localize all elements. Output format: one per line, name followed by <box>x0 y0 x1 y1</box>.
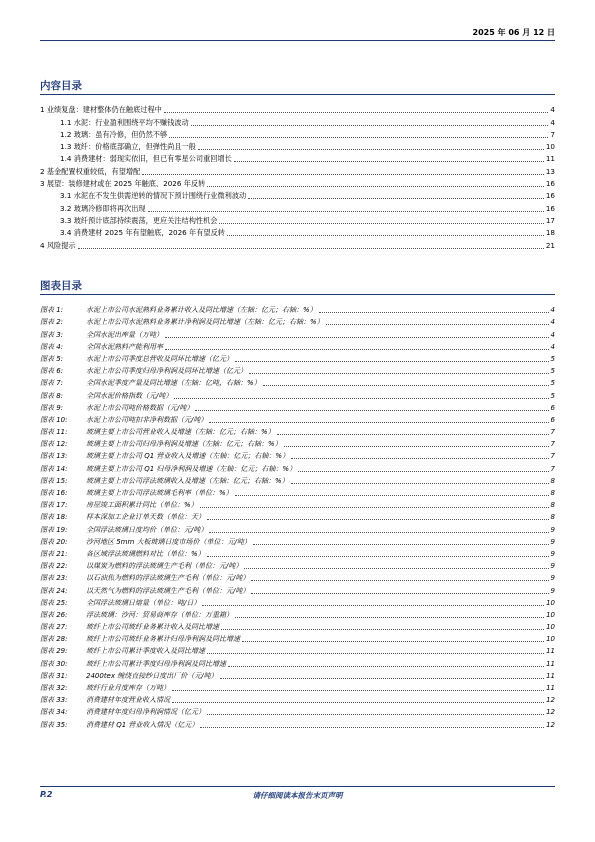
leader-dots <box>235 495 549 496</box>
footer-disclaimer: 请仔细阅读本报告末页声明 <box>252 791 343 800</box>
figure-entry-number: 图表 16: <box>40 489 68 497</box>
figure-entry[interactable] <box>40 693 555 705</box>
figure-entry[interactable] <box>40 608 555 620</box>
figure-entry-number: 图表 9: <box>40 403 64 412</box>
figure-entry[interactable] <box>40 474 555 486</box>
toc-entry-text: 3.2 玻璃冷修即将再次出现 <box>60 203 146 213</box>
toc-entry-text: 1 业绩复盘：建材整体仍在触底过程中 <box>40 105 162 115</box>
figure-entry-page: 12 <box>546 696 555 705</box>
figure-entry-text: 玻纤上市公司累计季度归母净利润及同比增速 <box>86 659 226 668</box>
figure-entry[interactable] <box>40 315 555 327</box>
toc-entry[interactable] <box>40 189 555 201</box>
figure-entry[interactable] <box>40 583 555 595</box>
figure-entry-text: 以煤炭为燃料的浮法玻璃生产毛利（单位：元/吨） <box>86 562 243 571</box>
figure-entry-text: 水泥上市公司吨扣非净利数据（元/吨） <box>86 415 208 424</box>
figure-entry-text: 样本深加工企业订单天数（单位：天） <box>86 513 205 522</box>
toc-entry-page: 10 <box>545 142 555 152</box>
figure-entry-page: 7 <box>550 428 555 437</box>
figure-entry[interactable] <box>40 401 555 413</box>
figure-entry-page: 4 <box>550 306 555 315</box>
figure-entry-number: 图表 24: <box>40 586 68 595</box>
figure-entry-text: 以石油焦为燃料的浮法玻璃生产毛利（单位：元/吨） <box>86 574 250 583</box>
toc-entry[interactable] <box>40 164 555 176</box>
figures-title: 图表目录 <box>40 280 82 292</box>
leader-dots <box>148 211 544 212</box>
leader-dots <box>207 556 549 557</box>
leader-dots <box>207 714 544 715</box>
leader-dots <box>165 349 549 350</box>
toc-entry[interactable] <box>40 226 555 238</box>
leader-dots <box>298 471 548 472</box>
leader-dots <box>291 483 549 484</box>
toc-entry-text: 4 风险提示 <box>40 240 76 250</box>
figure-entry-page: 8 <box>550 476 555 485</box>
figure-entry-number: 图表 27: <box>40 623 68 632</box>
leader-dots <box>251 580 548 581</box>
leader-dots <box>207 519 549 520</box>
leader-dots <box>227 235 544 236</box>
leader-dots <box>142 174 544 175</box>
leader-dots <box>319 312 549 313</box>
figure-entry-number: 图表 17: <box>40 501 68 510</box>
figure-entry[interactable] <box>40 510 555 522</box>
figure-entry-number: 图表 2: <box>40 318 64 327</box>
figure-entry-page: 11 <box>546 647 555 656</box>
figure-entry-number: 图表 11: <box>40 428 68 437</box>
figure-entry[interactable] <box>40 388 555 400</box>
figure-entry-number: 图表 7: <box>40 379 64 388</box>
figure-entry-page: 4 <box>550 318 555 327</box>
figure-entry-number: 图表 28: <box>40 635 68 644</box>
toc-entry-page: 18 <box>545 228 555 238</box>
figure-entry-text: 全国浮法玻璃日度均价（单位：元/吨） <box>86 525 208 534</box>
page-number: P.2 <box>40 790 53 799</box>
figure-entry-text: 玻纤上市公司玻纤业务累计归母净利润及同比增速 <box>86 635 240 644</box>
figure-entry[interactable] <box>40 705 555 717</box>
toc-entry[interactable] <box>40 128 555 140</box>
toc-entry-page: 13 <box>545 166 555 176</box>
leader-dots <box>172 690 544 691</box>
figure-entry[interactable] <box>40 644 555 656</box>
figure-entry-text: 水泥上市公司季度总营收及同环比增速（亿元） <box>86 354 233 363</box>
figure-entry-number: 图表 22: <box>40 562 68 571</box>
toc-entry-text: 3.3 玻纤预计底部持续震荡，更应关注结构性机会 <box>60 215 218 225</box>
leader-dots <box>174 398 548 399</box>
figure-entry-number: 图表 15: <box>40 476 68 485</box>
figure-entry-page: 8 <box>550 501 555 510</box>
figure-entry-page: 6 <box>550 415 555 424</box>
figure-entry-text: 房屋竣工面积累计同比（单位：%） <box>86 501 198 510</box>
figure-entry-text: 消费建材年度归母净利润情况（亿元） <box>86 708 205 717</box>
leader-dots <box>234 161 544 162</box>
figure-entry[interactable] <box>40 632 555 644</box>
figure-entry-page: 11 <box>546 684 555 692</box>
leader-dots <box>165 337 549 338</box>
figure-entry-number: 图表 29: <box>40 647 68 656</box>
figure-entry[interactable] <box>40 559 555 571</box>
toc-entry-page: 17 <box>545 215 555 225</box>
toc-entry-page: 11 <box>545 154 555 164</box>
toc-entry[interactable] <box>40 214 555 226</box>
figure-entry-text: 玻璃主要上市公司归母净利润及增速（左轴：亿元；右轴：%） <box>86 440 282 449</box>
leader-dots <box>248 198 544 199</box>
figure-entry-page: 7 <box>550 452 555 461</box>
figure-entry[interactable] <box>40 717 555 729</box>
figure-entry-number: 图表 1: <box>40 306 64 315</box>
figure-entry[interactable] <box>40 352 555 364</box>
figure-entry[interactable] <box>40 449 555 461</box>
figure-entry-number: 图表 12: <box>40 440 68 449</box>
figures-title-rule <box>40 294 555 295</box>
figure-entry-number: 图表 32: <box>40 684 68 692</box>
toc-entry[interactable] <box>40 201 555 213</box>
leader-dots <box>244 568 548 569</box>
figure-entry-page: 9 <box>550 525 555 534</box>
figure-entry[interactable] <box>40 669 555 681</box>
toc-entry[interactable] <box>40 115 555 127</box>
figure-entry-text: 沙河地区 5mm 大板玻璃日度市场价（单位：元/吨） <box>86 537 251 546</box>
leader-dots <box>198 149 544 150</box>
figure-entry-page: 7 <box>550 440 555 449</box>
figure-entry-text: 消费建材 Q1 营业收入情况（亿元） <box>86 720 199 729</box>
figure-entry-number: 图表 35: <box>40 720 68 729</box>
leader-dots <box>219 223 543 224</box>
figure-entry-number: 图表 20: <box>40 537 68 546</box>
leader-dots <box>221 629 544 630</box>
toc-entry[interactable] <box>40 103 555 115</box>
figure-entry-text: 2400tex 缠绕直接纱日度出厂价（元/吨） <box>86 671 218 680</box>
figure-entry-page: 12 <box>546 708 555 717</box>
leader-dots <box>209 532 548 533</box>
toc-entry-page: 4 <box>550 105 555 115</box>
figure-entry-page: 9 <box>550 586 555 595</box>
figure-entry-page: 10 <box>546 635 555 644</box>
toc-title-rule <box>40 94 555 95</box>
toc-list <box>40 103 555 251</box>
figure-entry-page: 8 <box>550 489 555 497</box>
figure-entry-number: 图表 3: <box>40 330 64 339</box>
figure-entry-text: 全国水泥熟料产能利用率 <box>86 342 163 351</box>
figure-entry-page: 7 <box>550 464 555 473</box>
figure-entry-page: 5 <box>550 391 555 400</box>
figure-entry[interactable] <box>40 522 555 534</box>
toc-entry-text: 1.3 玻纤：价格底部确立，但弹性尚且一般 <box>60 142 196 152</box>
figure-entry-number: 图表 25: <box>40 598 68 607</box>
figure-entry[interactable] <box>40 413 555 425</box>
figure-entry[interactable] <box>40 437 555 449</box>
figure-entry-page: 11 <box>546 671 555 680</box>
report-date: 2025 年 06 月 12 日 <box>472 28 555 37</box>
leader-dots <box>242 641 544 642</box>
toc-entry-text: 3.4 消费建材 2025 年有望触底，2026 年有望反转 <box>60 228 225 238</box>
leader-dots <box>200 507 549 508</box>
toc-entry-text: 3 展望：装修建材或在 2025 年触底、2026 年反转 <box>40 179 206 189</box>
figure-entry-text: 玻璃主要上市公司营业收入及增速（左轴：亿元；右轴：%） <box>86 428 275 437</box>
figure-entry-number: 图表 13: <box>40 452 68 461</box>
figure-entry[interactable] <box>40 486 555 498</box>
figure-entry-text: 玻璃主要上市公司浮法玻璃毛利率（单位：%） <box>86 489 233 497</box>
figure-entry-page: 9 <box>550 549 555 558</box>
figure-entry-text: 水泥上市公司水泥熟料业务累计净利润及同比增速（左轴：亿元；右轴：%） <box>86 318 324 327</box>
leader-dots <box>169 137 548 138</box>
figure-entry-number: 图表 5: <box>40 354 64 363</box>
figure-entry-text: 水泥上市公司吨价格数据（元/吨） <box>86 403 194 412</box>
toc-entry-text: 1.4 消费建材：弱现实依旧，但已有零星公司重回增长 <box>60 154 232 164</box>
leader-dots <box>220 678 544 679</box>
figure-entry-page: 10 <box>546 623 555 632</box>
leader-dots <box>253 544 549 545</box>
toc-entry-text: 2 基金配置权重较低，有望增配 <box>40 166 141 176</box>
figure-entry-text: 水泥上市公司水泥熟料业务累计收入及同比增速（左轴：亿元；右轴：%） <box>86 306 317 315</box>
figure-entry-number: 图表 10: <box>40 415 68 424</box>
figure-entry[interactable] <box>40 376 555 388</box>
toc-entry-text: 1.2 玻璃：虽有冷修，但仍然不够 <box>60 129 168 139</box>
leader-dots <box>191 125 549 126</box>
figure-entry[interactable] <box>40 461 555 473</box>
figure-entry-text: 玻纤上市公司玻纤业务累计收入及同比增速 <box>86 623 219 632</box>
leader-dots <box>207 186 544 187</box>
figure-entry-number: 图表 23: <box>40 574 68 583</box>
figure-entry-text: 全国浮法玻璃日熔量（单位：吨/日） <box>86 598 201 607</box>
figure-entry[interactable] <box>40 620 555 632</box>
figure-entry-number: 图表 8: <box>40 391 64 400</box>
figure-entry-number: 图表 33: <box>40 696 68 705</box>
figure-entry-number: 图表 31: <box>40 671 68 680</box>
figure-entry[interactable] <box>40 656 555 668</box>
figure-entry[interactable] <box>40 681 555 693</box>
toc-entry-page: 21 <box>545 240 555 250</box>
figure-entry-number: 图表 34: <box>40 708 68 717</box>
toc-entry-page: 16 <box>545 203 555 213</box>
toc-entry[interactable] <box>40 238 555 250</box>
figure-entry[interactable] <box>40 425 555 437</box>
figure-entry[interactable] <box>40 535 555 547</box>
leader-dots <box>200 727 544 728</box>
leader-dots <box>228 666 544 667</box>
figure-entry-number: 图表 6: <box>40 367 64 376</box>
leader-dots <box>195 410 548 411</box>
figure-entry-text: 水泥上市公司季度归母净利润及同环比增速（亿元） <box>86 367 247 376</box>
figure-entry[interactable] <box>40 303 555 315</box>
toc-entry[interactable] <box>40 177 555 189</box>
figure-entry[interactable] <box>40 340 555 352</box>
toc-entry-page: 16 <box>545 191 555 201</box>
leader-dots <box>326 324 549 325</box>
footer-rule <box>40 786 555 787</box>
figure-entry-text: 各区域浮法玻璃燃料对比（单位：%） <box>86 549 205 558</box>
toc-title: 内容目录 <box>40 80 82 92</box>
leader-dots <box>235 617 544 618</box>
figure-entry[interactable] <box>40 547 555 559</box>
figure-entry-text: 玻璃主要上市公司 Q1 归母净利润及增速（左轴：亿元；右轴：%） <box>86 464 297 473</box>
figure-entry-page: 10 <box>546 610 555 619</box>
figure-entry-page: 12 <box>546 720 555 729</box>
figure-entry-text: 全国水泥出库量（万吨） <box>86 330 163 339</box>
figure-entry-text: 玻璃主要上市公司浮法玻璃收入及增速（左轴：亿元；右轴：%） <box>86 476 289 485</box>
figure-entry[interactable] <box>40 327 555 339</box>
figure-entry-page: 4 <box>550 330 555 339</box>
figure-entry-page: 5 <box>550 379 555 388</box>
leader-dots <box>235 361 549 362</box>
figure-entry-text: 全国水泥价格指数（元/吨） <box>86 391 173 400</box>
figure-entry-text: 玻璃主要上市公司 Q1 营业收入及增速（左轴：亿元；右轴：%） <box>86 452 290 461</box>
figure-entry-page: 8 <box>550 513 555 522</box>
figure-entry[interactable] <box>40 364 555 376</box>
figure-entry-text: 浮法玻璃：沙河：贸易商库存（单位：万重箱） <box>86 610 233 619</box>
toc-entry-page: 16 <box>545 179 555 189</box>
figure-entry-page: 5 <box>550 367 555 376</box>
figure-entry-page: 9 <box>550 574 555 583</box>
leader-dots <box>277 434 549 435</box>
toc-entry[interactable] <box>40 152 555 164</box>
figures-list <box>40 303 555 730</box>
figure-entry-text: 以天然气为燃料的浮法玻璃生产毛利（单位：元/吨） <box>86 586 250 595</box>
leader-dots <box>291 458 548 459</box>
figure-entry-page: 10 <box>546 598 555 607</box>
figure-entry-number: 图表 18: <box>40 513 68 522</box>
figure-entry-text: 消费建材年度营业收入情况 <box>86 696 170 705</box>
toc-entry-page: 7 <box>550 129 555 139</box>
figure-entry[interactable] <box>40 571 555 583</box>
leader-dots <box>164 112 549 113</box>
figure-entry-number: 图表 21: <box>40 549 68 558</box>
leader-dots <box>284 446 549 447</box>
leader-dots <box>202 605 544 606</box>
figure-entry-text: 玻纤上市公司累计季度收入及同比增速 <box>86 647 205 656</box>
leader-dots <box>263 385 549 386</box>
figure-entry-page: 4 <box>550 342 555 351</box>
figure-entry-page: 6 <box>550 403 555 412</box>
leader-dots <box>172 702 544 703</box>
toc-entry-text: 1.1 水泥：行业盈利围绕平均不赚钱波动 <box>60 117 189 127</box>
figure-entry-number: 图表 19: <box>40 525 68 534</box>
toc-entry[interactable] <box>40 140 555 152</box>
leader-dots <box>249 373 549 374</box>
figure-entry-number: 图表 14: <box>40 464 68 473</box>
figure-entry-text: 玻纤行业月度库存（万吨） <box>86 684 170 692</box>
header-rule <box>40 40 555 41</box>
toc-entry-page: 4 <box>550 117 555 127</box>
figure-entry-number: 图表 30: <box>40 659 68 668</box>
figure-entry-page: 9 <box>550 537 555 546</box>
toc-entry-text: 3.1 水泥在不发生供需逆转的情况下预计围绕行业微利波动 <box>60 191 247 201</box>
leader-dots <box>251 593 548 594</box>
leader-dots <box>78 248 544 249</box>
figure-entry-number: 图表 4: <box>40 342 64 351</box>
figure-entry[interactable] <box>40 498 555 510</box>
figure-entry[interactable] <box>40 596 555 608</box>
figure-entry-page: 11 <box>546 659 555 668</box>
leader-dots <box>209 422 548 423</box>
figure-entry-text: 全国水泥季度产量及同比增速（左轴：亿吨，右轴：%） <box>86 379 261 388</box>
figure-entry-page: 5 <box>550 354 555 363</box>
figure-entry-number: 图表 26: <box>40 610 68 619</box>
figure-entry-page: 9 <box>550 562 555 571</box>
leader-dots <box>207 653 544 654</box>
